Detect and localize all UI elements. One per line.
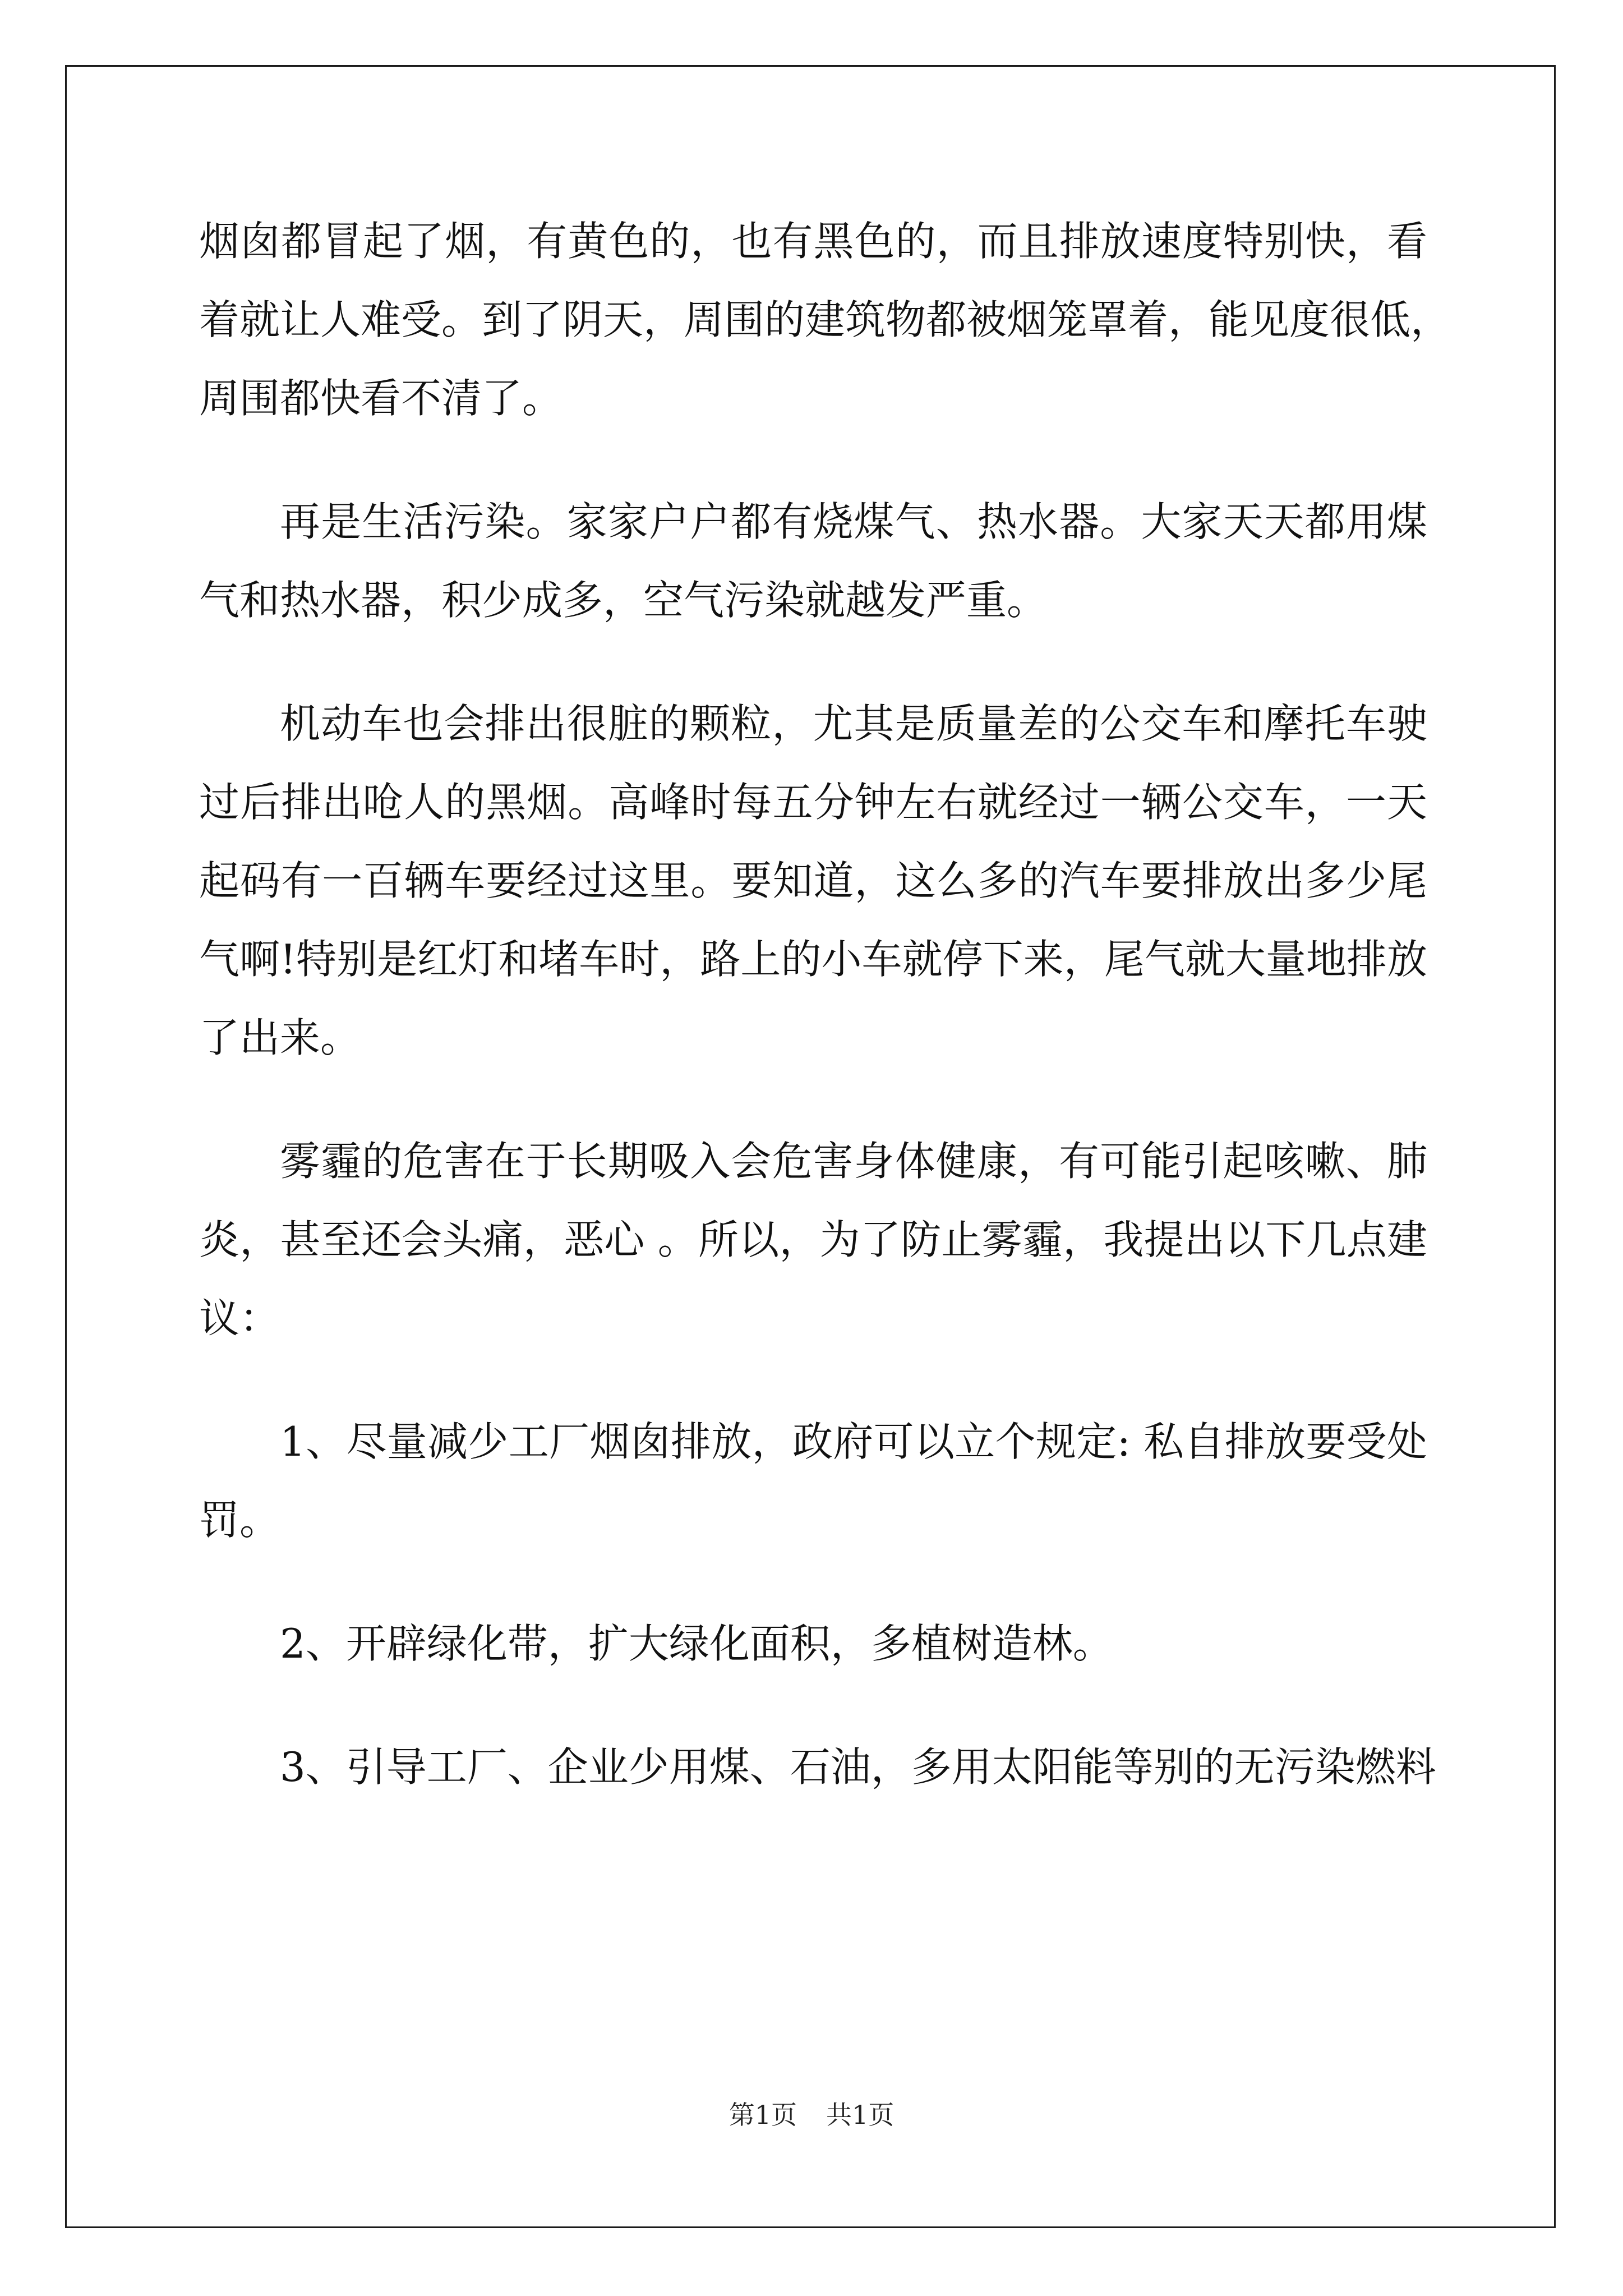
text-line: 议： — [199, 1295, 280, 1342]
text-line: 气和热水器，积少成多，空气污染就越发严重。 — [199, 577, 1048, 624]
list-item-2: 2、开辟绿化带，扩大绿化面积，多植树造林。 — [280, 1620, 1113, 1667]
page-total: 共1页 — [826, 2100, 895, 2130]
page-footer — [0, 2098, 1623, 2132]
text-line: 气啊!特别是红灯和堵车时，路上的小车就停下来，尾气就大量地排放 — [199, 936, 1427, 983]
text-line: 了出来。 — [199, 1014, 361, 1061]
list-item-3: 3、引导工厂、企业少用煤、石油，多用太阳能等别的无污染燃料 — [280, 1743, 1436, 1791]
text-line: 着就让人难受。到了阴天，周围的建筑物都被烟笼罩着，能见度很低， — [199, 296, 1451, 343]
text-line: 炎，甚至还会头痛，恶心 。所以，为了防止雾霾，我提出以下几点建 — [199, 1216, 1427, 1263]
paragraph-start-line: 雾霾的危害在于长期吸入会危害身体健康，有可能引起咳嗽、肺 — [280, 1138, 1427, 1185]
text-line: 起码有一百辆车要经过这里。要知道，这么多的汽车要排放出多少尾 — [199, 857, 1427, 904]
paragraph-start-line: 机动车也会排出很脏的颗粒，尤其是质量差的公交车和摩托车驶 — [280, 700, 1427, 747]
text-line: 罚。 — [199, 1497, 280, 1544]
page-number: 第1页 — [728, 2100, 797, 2130]
list-item-1: 1、尽量减少工厂烟囱排放，政府可以立个规定: 私自排放要受处 — [280, 1418, 1427, 1465]
paragraph-start-line: 再是生活污染。家家户户都有烧煤气、热水器。大家天天都用煤 — [280, 498, 1427, 545]
text-line: 过后排出呛人的黑烟。高峰时每五分钟左右就经过一辆公交车，一天 — [199, 779, 1427, 826]
text-line: 烟囱都冒起了烟，有黄色的，也有黑色的，而且排放速度特别快，看 — [199, 218, 1427, 265]
text-line: 周围都快看不清了。 — [199, 375, 563, 422]
